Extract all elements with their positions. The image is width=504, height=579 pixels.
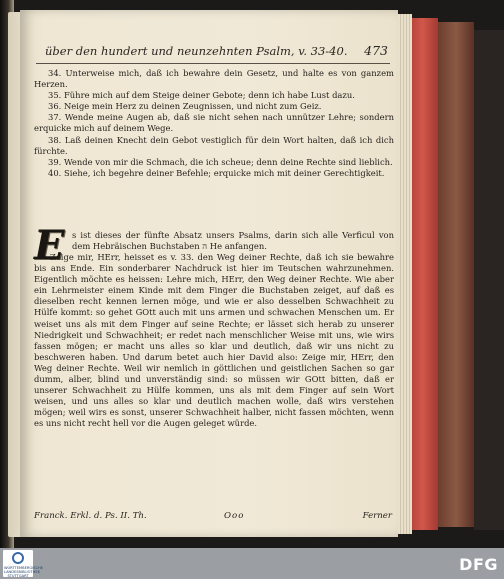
dfg-logo[interactable]: DFG — [459, 555, 498, 574]
commentary-body — [34, 252, 394, 430]
verse-34: 34. Unterweise mich, daß ich bewahre dein Gesetz, und halte es von ganzem Herzen. — [34, 68, 394, 90]
verse-39: 39. Wende von mir die Schmach, die ich scheue; denn deine Rechte sind lieblich. — [48, 156, 393, 167]
background-right — [474, 30, 504, 530]
red-page-edge — [412, 18, 438, 530]
book-cover-board — [438, 22, 474, 527]
verse-block — [34, 68, 394, 179]
running-head — [43, 44, 388, 62]
verse-35: 35. Führe mich auf dem Steige deiner Gebote; denn ich habe Lust dazu. — [48, 90, 355, 101]
verse-40: 40. Siehe, ich begehre deiner Befehle; erquicke mich mit deiner Gerechtigkeit. — [48, 167, 385, 178]
commentary-intro: s ist dieses der fünfte Absatz unsers Psalms, darin sich alle Verficul von dem Hebräischen Buchstaben ה He anfangen. — [72, 230, 394, 252]
library-logo[interactable] — [3, 550, 43, 578]
page-stack-edge — [398, 14, 412, 534]
page-footer — [34, 511, 392, 523]
library-logo-caption: WÜRTTEMBERGISCHE LANDESBIBLIOTHEK STUTTGART — [4, 566, 43, 578]
verse-38: 38. Laß deinen Knecht dein Gebot vestiglich für dein Wort halten, daß ich dich fürchte. — [34, 134, 394, 156]
header-rule — [36, 63, 390, 64]
sheet-mark: Ooo — [224, 511, 245, 521]
verse-36: 36. Neige mein Herz zu deinen Zeugnissen, und nicht zum Geiz. — [48, 101, 322, 112]
commentary-paragraph: Zeige mir, HErr, heisset es v. 33. den Weg deiner Rechte, daß ich sie bewahre bis ans Ende. Ein sonderbarer Nachdruck ist hier im Teutschen wahrzunehmen. Eigentlich möchte es heissen: Lehre mich, HErr, den Weg deiner Rechte. Wie aber ein Lehrmeister einem Kinde mit dem Finger die Buchstaben zeiget, auf daß es dieselben recht kennen lernen möge, und wie er also desselben Schwachheit zu Hülfe kommt: so gehet GOtt auch mit uns armen und schwachen Menschen um. Er weiset uns als mit dem Finger auf seine Rechte; er lässet sich herab zu unserer Niedrigkeit und Schwachheit; er redet nach menschlicher Weise mit uns, wie wirs fassen mögen; er macht uns alles so klar und deutlich, daß wir uns nicht zu beschweren haben. Und darum betet auch hier David also: Zeige mir, HErr, den Weg deiner Rechte. Weil wir nemlich in göttlichen und geistlichen Sachen so gar dumm, alber, blind und unverständig sind: so müssen wir GOtt bitten, daß er unserer Schwachheit zu Hülfe kommen, uns als mit dem Finger auf sein Wort weisen, und uns alles so klar und deutlich machen wolle, daß wirs verstehen mögen; weil wirs es sonst, unserer Schwachheit halber, nicht fassen möchten, wenn es uns nicht recht hell vor die Augen geleget würde. — [34, 252, 394, 429]
decorative-initial: E — [34, 222, 65, 269]
library-logo-icon — [12, 552, 24, 564]
footer-signature: Franck. Erkl. d. Ps. II. Th. — [34, 511, 147, 521]
catchword: Ferner — [362, 511, 392, 521]
verse-37: 37. Wende meine Augen ab, daß sie nicht sehen nach unnützer Lehre; sondern erquicke mich auf deinem Wege. — [34, 112, 394, 134]
viewer-bottom-bar — [0, 548, 504, 579]
page-number: 473 — [364, 43, 388, 58]
running-head-title: über den hundert und neunzehnten Psalm, v. 33-40. — [45, 44, 348, 58]
